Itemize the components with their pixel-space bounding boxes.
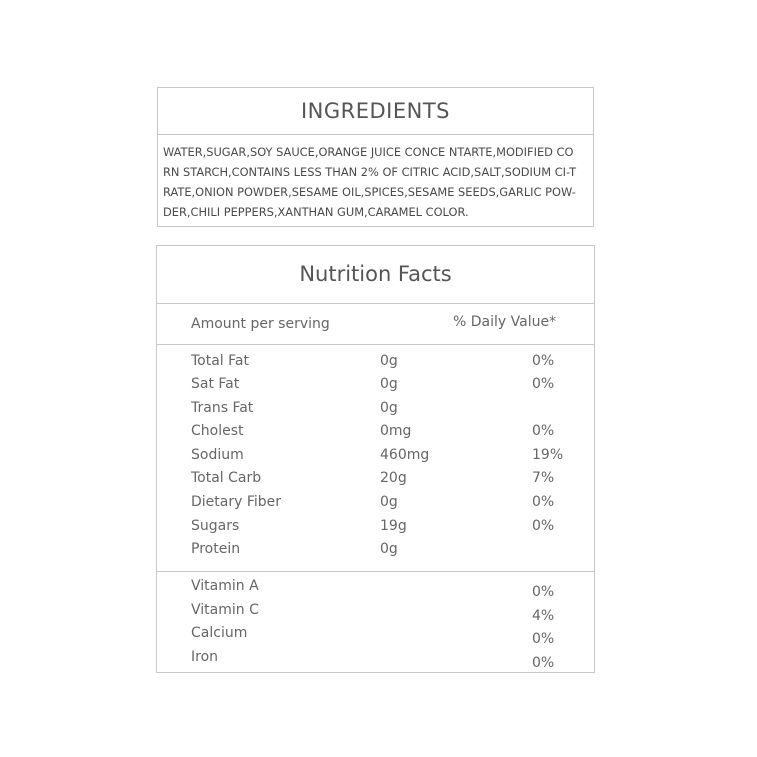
vitamin-dv: 0% (532, 631, 555, 647)
nutrient-dv: 0% (532, 353, 555, 369)
nutrient-amount: 0mg (380, 423, 412, 439)
nutrient-list (157, 345, 594, 572)
nutrient-name: Total Fat (191, 353, 249, 369)
vitamin-list (157, 572, 594, 674)
nutrient-row-sodium (157, 447, 594, 467)
nutrient-name: Trans Fat (191, 400, 254, 416)
nutrient-dv: 0% (532, 423, 555, 439)
nutrient-amount: 20g (380, 470, 407, 486)
nutrient-name: Sodium (191, 447, 244, 463)
vitamin-row-vitamin-c (157, 602, 594, 626)
vitamin-name: Vitamin C (191, 602, 259, 618)
nutrient-name: Sat Fat (191, 376, 240, 392)
nutrient-row-cholest (157, 423, 594, 443)
ingredients-title: INGREDIENTS (158, 88, 593, 135)
nutrient-row-sat-fat (157, 376, 594, 396)
nutrient-dv: 0% (532, 494, 555, 510)
vitamin-dv: 4% (532, 608, 555, 624)
nutrient-name: Sugars (191, 518, 240, 534)
nutrient-amount: 0g (380, 400, 398, 416)
amount-per-serving-label: Amount per serving (191, 316, 330, 332)
nutrient-amount: 0g (380, 494, 398, 510)
nutrient-amount: 0g (380, 376, 398, 392)
nutrient-name: Dietary Fiber (191, 494, 282, 510)
vitamin-dv: 0% (532, 584, 555, 600)
nutrient-amount: 0g (380, 541, 398, 557)
nutrient-dv: 19% (532, 447, 564, 463)
daily-value-label: % Daily Value* (453, 314, 557, 330)
nutrient-row-total-fat (157, 353, 594, 373)
vitamin-row-iron (157, 649, 594, 673)
ingredients-panel (157, 87, 594, 227)
amount-header (157, 304, 594, 345)
nutrient-row-trans-fat (157, 400, 594, 420)
nutrition-facts-panel (156, 245, 595, 673)
vitamin-row-calcium (157, 625, 594, 649)
nutrient-amount: 0g (380, 353, 398, 369)
nutrient-name: Cholest (191, 423, 244, 439)
nutrient-row-total-carb (157, 470, 594, 490)
vitamin-row-vitamin-a (157, 578, 594, 602)
nutrient-dv: 7% (532, 470, 555, 486)
vitamin-name: Iron (191, 649, 219, 665)
nutrient-name: Protein (191, 541, 241, 557)
nutrition-title: Nutrition Facts (157, 246, 594, 304)
nutrient-row-protein (157, 541, 594, 561)
nutrient-dv: 0% (532, 518, 555, 534)
nutrient-name: Total Carb (191, 470, 262, 486)
vitamin-dv: 0% (532, 655, 555, 671)
nutrient-row-sugars (157, 518, 594, 538)
nutrient-row-dietary-fiber (157, 494, 594, 514)
vitamin-name: Vitamin A (191, 578, 259, 594)
ingredients-text: WATER,SUGAR,SOY SAUCE,ORANGE JUICE CONCE NTARTE,MODIFIED CORN STARCH,CONTAINS LESS THAN 2% OF CITRIC ACID,SALT,SODIUM CI-TRATE,ONION POWDER,SESAME OIL,SPICES,SESAME SEEDS,GARLIC POW-DER,CHILI PEPPERS,XANTHAN GUM,CARAMEL COLOR. (163, 145, 577, 219)
nutrient-dv: 0% (532, 376, 555, 392)
nutrient-amount: 19g (380, 518, 407, 534)
vitamin-name: Calcium (191, 625, 248, 641)
nutrient-amount: 460mg (380, 447, 430, 463)
